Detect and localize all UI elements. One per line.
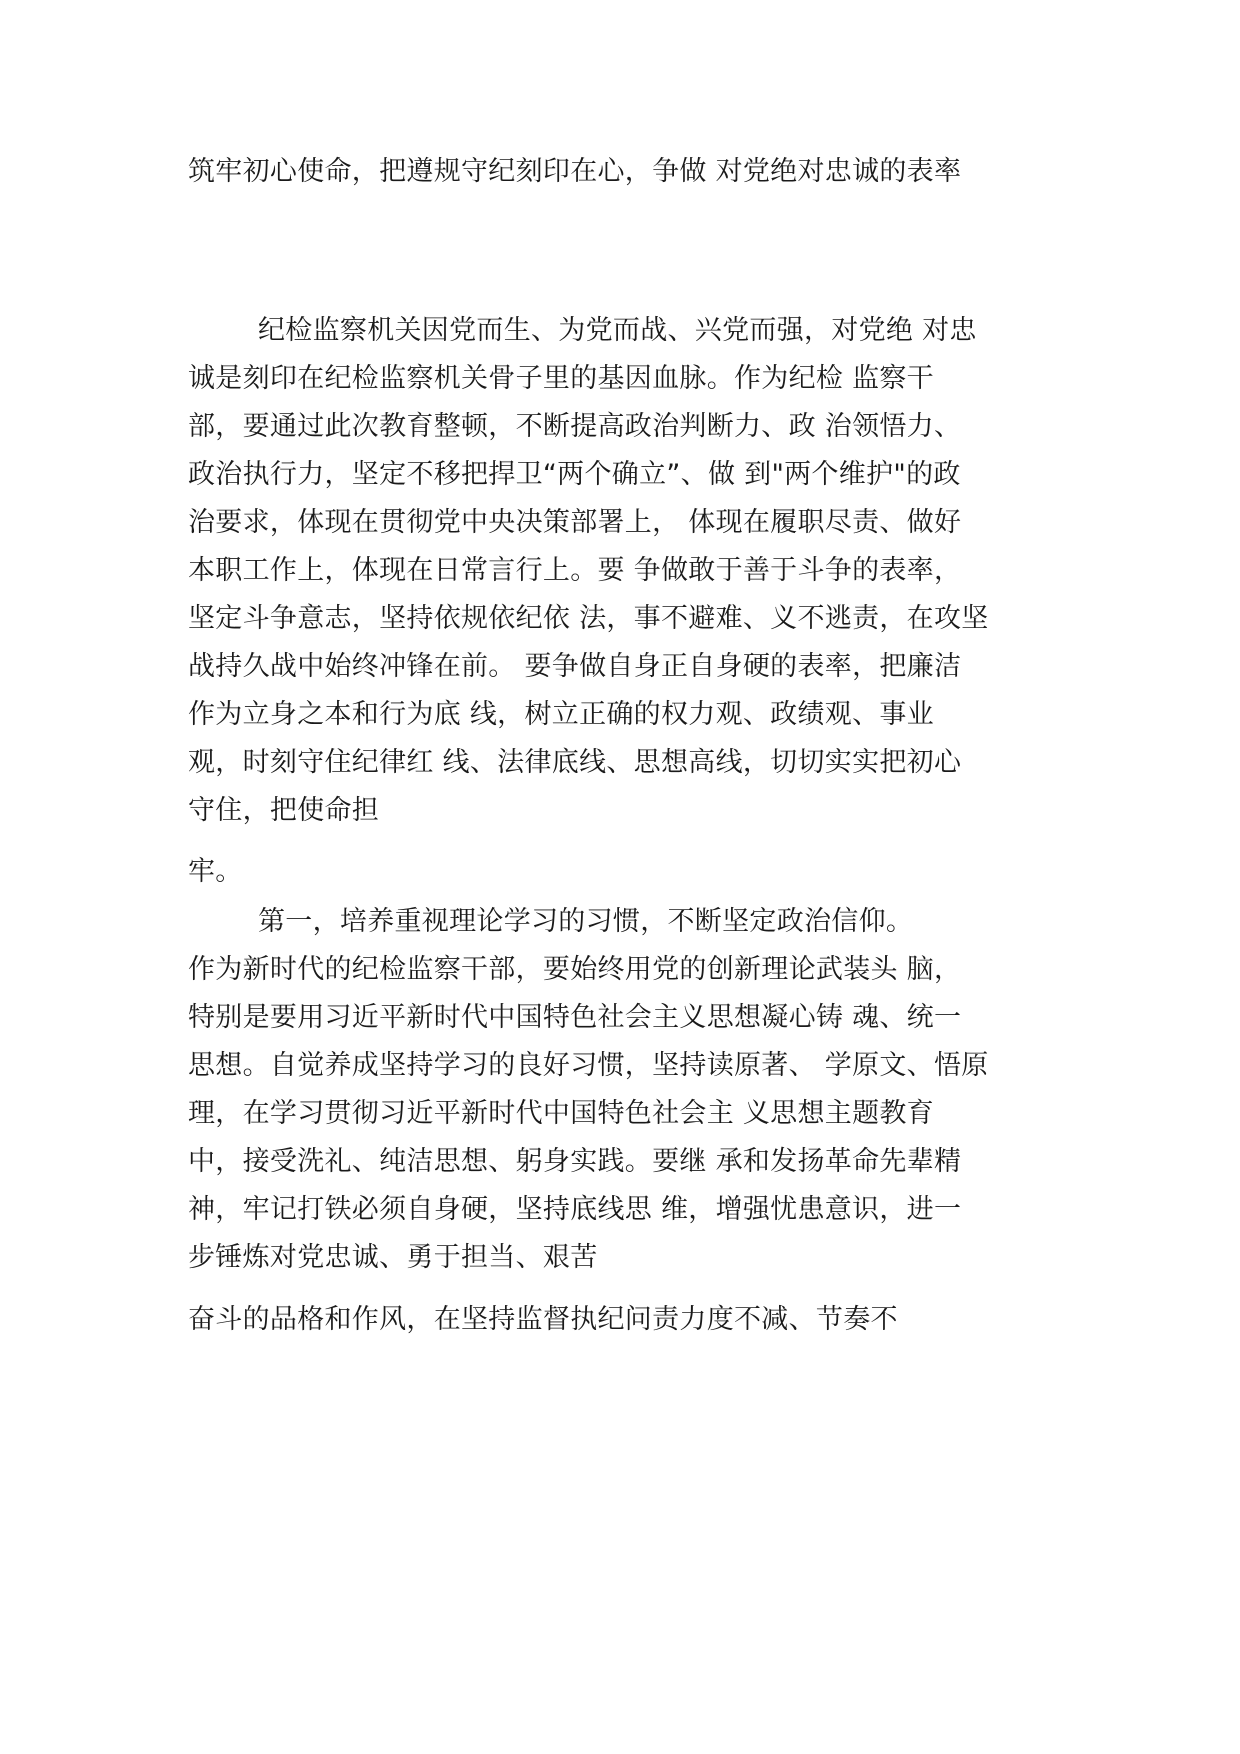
paragraph-line: 作为立身之本和行为底 线，树立正确的权力观、政绩观、事业 xyxy=(188,699,934,730)
paragraph-line: 政治执行力，坚定不移把捍卫“两个确立”、做 到"两个维护"的政 xyxy=(188,459,961,490)
paragraph-1 xyxy=(188,307,1068,835)
paragraph-line: 特别是要用习近平新时代中国特色社会主义思想凝心铸 魂、统一 xyxy=(188,1002,962,1033)
paragraph-line: 牢。 xyxy=(188,856,243,887)
paragraph-2-tail xyxy=(188,1296,1068,1344)
paragraph-line: 中，接受洗礼、纯洁思想、躬身实践。要继 承和发扬革命先辈精 xyxy=(188,1146,962,1177)
paragraph-line: 作为新时代的纪检监察干部，要始终用党的创新理论武装头 脑， xyxy=(188,954,962,985)
paragraph-line: 战持久战中始终冲锋在前。 要争做自身正自身硬的表率，把廉洁 xyxy=(188,651,962,682)
paragraph-2 xyxy=(188,898,1068,1282)
paragraph-line: 观，时刻守住纪律红 线、法律底线、思想高线，切切实实把初心 xyxy=(188,747,962,778)
paragraph-line: 理，在学习贯彻习近平新时代中国特色社会主 义思想主题教育 xyxy=(188,1098,934,1129)
paragraph-line: 纪检监察机关因党而生、为党而战、兴党而强，对党绝 对忠 xyxy=(258,315,977,346)
paragraph-line: 部，要通过此次教育整顿，不断提高政治判断力、政 治领悟力、 xyxy=(188,411,962,442)
paragraph-heading-line: 第一，培养重视理论学习的习惯，不断坚定政治信仰。 xyxy=(258,906,914,937)
paragraph-line: 坚定斗争意志，坚持依规依纪依 法，事不避难、义不逃责，在攻坚 xyxy=(188,603,989,634)
paragraph-line: 步锤炼对党忠诚、勇于担当、艰苦 xyxy=(188,1242,598,1273)
paragraph-line: 本职工作上，体现在日常言行上。要 争做敢于善于斗争的表率， xyxy=(188,555,962,586)
paragraph-1-tail xyxy=(188,848,1068,896)
paragraph-line: 奋斗的品格和作风，在坚持监督执纪问责力度不减、节奏不 xyxy=(188,1304,898,1335)
paragraph-line: 神，牢记打铁必须自身硬，坚持底线思 维，增强忧患意识，进一 xyxy=(188,1194,962,1225)
paragraph-line: 诚是刻印在纪检监察机关骨子里的基因血脉。作为纪检 监察干 xyxy=(188,363,934,394)
paragraph-line: 思想。自觉养成坚持学习的良好习惯，坚持读原著、 学原文、悟原 xyxy=(188,1050,989,1081)
document-title: 筑牢初心使命，把遵规守纪刻印在心，争做 对党绝对忠诚的表率 xyxy=(188,156,962,187)
paragraph-line: 治要求，体现在贯彻党中央决策部署上， 体现在履职尽责、做好 xyxy=(188,507,962,538)
paragraph-line: 守住，把使命担 xyxy=(188,795,380,826)
